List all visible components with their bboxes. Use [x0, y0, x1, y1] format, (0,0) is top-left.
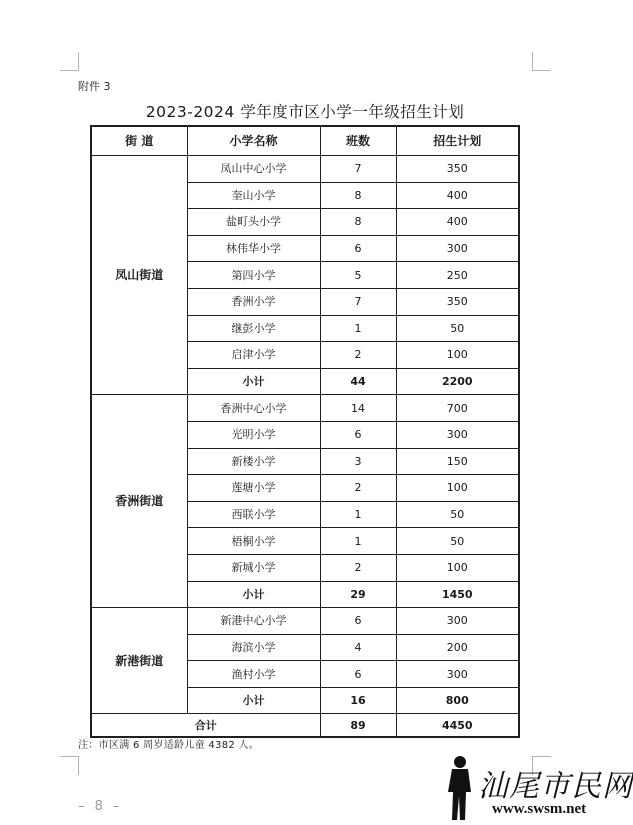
- class-count-cell: 8: [320, 209, 396, 236]
- enrollment-plan-cell: 700: [396, 395, 519, 422]
- enrollment-plan-cell: 100: [396, 342, 519, 369]
- class-count-cell: 8: [320, 182, 396, 209]
- attachment-label: 附件 3: [78, 80, 111, 93]
- total-plan: 4450: [396, 714, 519, 738]
- subtotal-label: 小计: [187, 368, 320, 395]
- subtotal-label: 小计: [187, 581, 320, 608]
- table-row: [91, 156, 519, 183]
- watermark-name: 汕尾市民网: [478, 769, 633, 804]
- school-name-cell: 凤山中心小学: [187, 156, 320, 183]
- school-name-cell: 光明小学: [187, 421, 320, 448]
- school-name-cell: 香洲小学: [187, 288, 320, 315]
- class-count-cell: 1: [320, 315, 396, 342]
- document-title: 2023-2024 学年度市区小学一年级招生计划: [145, 103, 465, 121]
- class-count-cell: 6: [320, 235, 396, 262]
- crop-mark-top-right: [532, 52, 551, 71]
- class-count-cell: 6: [320, 608, 396, 635]
- school-name-cell: 启津小学: [187, 342, 320, 369]
- school-name-cell: 香洲中心小学: [187, 395, 320, 422]
- page-number: – 8 –: [78, 799, 123, 814]
- enrollment-table: [90, 125, 520, 738]
- class-count-cell: 2: [320, 554, 396, 581]
- table-row: [91, 608, 519, 635]
- school-name-cell: 新港中心小学: [187, 608, 320, 635]
- class-count-cell: 2: [320, 342, 396, 369]
- street-name-cell: 凤山街道: [91, 156, 187, 395]
- watermark-url: www.swsm.net: [492, 801, 587, 817]
- enrollment-plan-cell: 300: [396, 608, 519, 635]
- header-street: 街 道: [91, 126, 187, 156]
- school-name-cell: 第四小学: [187, 262, 320, 289]
- class-count-cell: 2: [320, 475, 396, 502]
- total-classes: 89: [320, 714, 396, 738]
- enrollment-plan-cell: 350: [396, 288, 519, 315]
- school-name-cell: 莲塘小学: [187, 475, 320, 502]
- total-row: [91, 714, 519, 738]
- enrollment-plan-cell: 300: [396, 235, 519, 262]
- enrollment-plan-cell: 250: [396, 262, 519, 289]
- school-name-cell: 继彭小学: [187, 315, 320, 342]
- subtotal-classes: 16: [320, 687, 396, 714]
- class-count-cell: 4: [320, 634, 396, 661]
- enrollment-plan-cell: 400: [396, 182, 519, 209]
- enrollment-plan-cell: 300: [396, 421, 519, 448]
- class-count-cell: 1: [320, 501, 396, 528]
- table-body: [91, 156, 519, 738]
- school-name-cell: 渔村小学: [187, 661, 320, 688]
- enrollment-plan-cell: 50: [396, 315, 519, 342]
- header-school: 小学名称: [187, 126, 320, 156]
- class-count-cell: 14: [320, 395, 396, 422]
- class-count-cell: 7: [320, 288, 396, 315]
- class-count-cell: 6: [320, 421, 396, 448]
- enrollment-plan-cell: 150: [396, 448, 519, 475]
- school-name-cell: 盐町头小学: [187, 209, 320, 236]
- crop-mark-bottom-left: [60, 756, 79, 775]
- class-count-cell: 7: [320, 156, 396, 183]
- enrollment-plan-cell: 400: [396, 209, 519, 236]
- enrollment-plan-cell: 100: [396, 475, 519, 502]
- subtotal-plan: 1450: [396, 581, 519, 608]
- school-name-cell: 新楼小学: [187, 448, 320, 475]
- school-name-cell: 梧桐小学: [187, 528, 320, 555]
- crop-mark-top-left: [60, 52, 79, 71]
- subtotal-label: 小计: [187, 687, 320, 714]
- school-name-cell: 新城小学: [187, 554, 320, 581]
- school-name-cell: 海滨小学: [187, 634, 320, 661]
- header-classes: 班数: [320, 126, 396, 156]
- class-count-cell: 6: [320, 661, 396, 688]
- subtotal-classes: 29: [320, 581, 396, 608]
- enrollment-plan-cell: 200: [396, 634, 519, 661]
- table-header-row: [91, 126, 519, 156]
- subtotal-classes: 44: [320, 368, 396, 395]
- class-count-cell: 5: [320, 262, 396, 289]
- enrollment-plan-cell: 350: [396, 156, 519, 183]
- street-name-cell: 新港街道: [91, 608, 187, 714]
- header-plan: 招生计划: [396, 126, 519, 156]
- enrollment-plan-cell: 50: [396, 528, 519, 555]
- enrollment-plan-cell: 50: [396, 501, 519, 528]
- class-count-cell: 1: [320, 528, 396, 555]
- school-name-cell: 林伟华小学: [187, 235, 320, 262]
- enrollment-plan-cell: 300: [396, 661, 519, 688]
- class-count-cell: 3: [320, 448, 396, 475]
- school-name-cell: 西联小学: [187, 501, 320, 528]
- table-row: [91, 395, 519, 422]
- subtotal-plan: 800: [396, 687, 519, 714]
- footnote: 注：市区满 6 周岁适龄儿童 4382 人。: [78, 740, 260, 751]
- enrollment-plan-cell: 100: [396, 554, 519, 581]
- street-name-cell: 香洲街道: [91, 395, 187, 608]
- subtotal-plan: 2200: [396, 368, 519, 395]
- total-label: 合计: [91, 714, 320, 738]
- school-name-cell: 奎山小学: [187, 182, 320, 209]
